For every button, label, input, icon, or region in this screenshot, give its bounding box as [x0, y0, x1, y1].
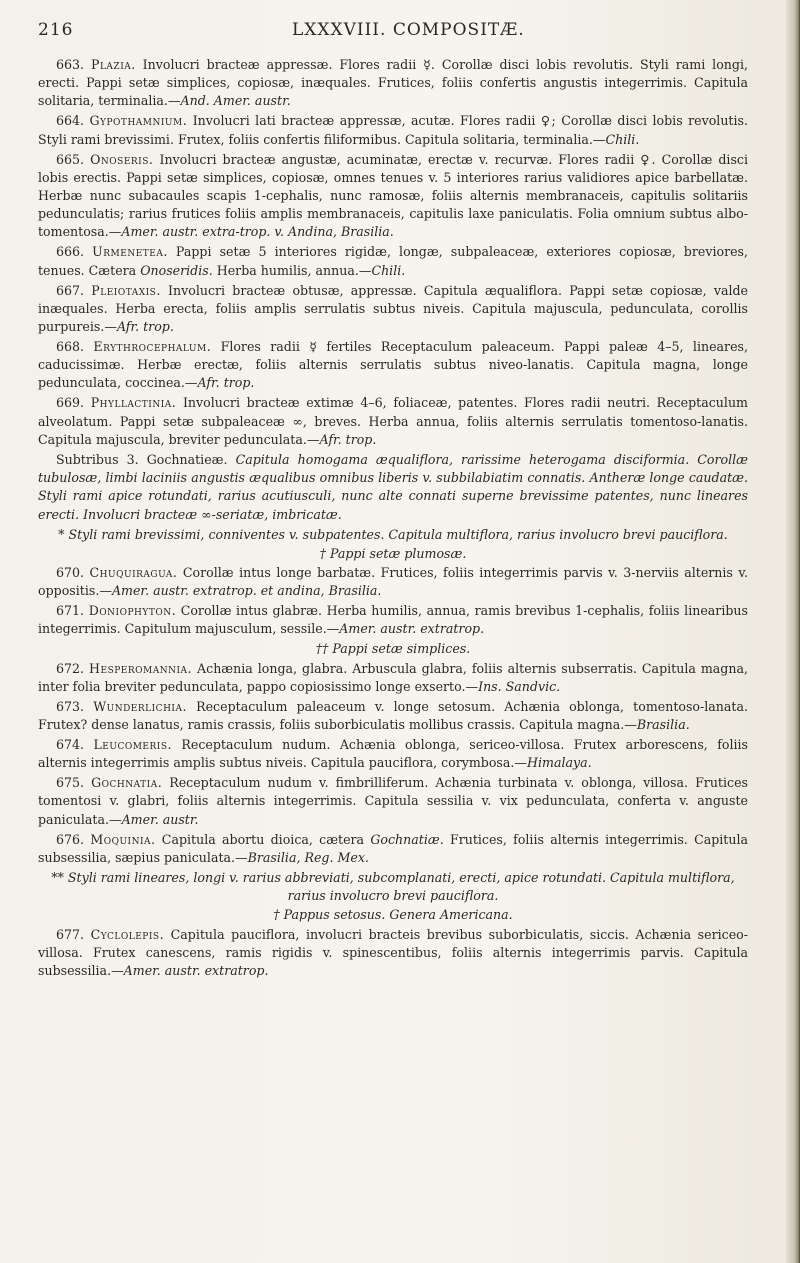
genus-entries-group-3 — [38, 660, 748, 867]
entry-locality: Ins. Sandvic. — [478, 678, 561, 694]
key-double-dagger: †† Pappi setæ simplices. — [315, 641, 471, 657]
entry-number: 663. — [56, 57, 91, 72]
entry-locality: Brasilia. — [636, 717, 690, 733]
entry-number: 670. — [56, 565, 90, 581]
genus-entry — [38, 831, 748, 867]
entry-number: 666. — [56, 244, 93, 260]
entry-number: 673. — [56, 698, 94, 714]
genus-entry — [38, 736, 748, 772]
genus-name: Wunderlichia. — [93, 698, 187, 714]
genus-name: Gypothamnium. — [89, 113, 188, 129]
entry-locality: Afr. trop. — [319, 431, 377, 447]
genus-entry — [38, 926, 748, 981]
entry-number: 671. — [56, 603, 89, 619]
genus-entry — [38, 602, 748, 638]
entry-number: 676. — [56, 831, 91, 847]
genus-entry — [38, 774, 748, 829]
entry-text: Capitula abortu dioica, cætera — [155, 831, 371, 847]
genus-name: Gochnatia. — [91, 775, 163, 791]
genus-name: Cyclolepis. — [90, 926, 165, 942]
page-body — [38, 56, 748, 982]
genus-entries-group-1 — [38, 56, 748, 449]
entry-text: Capitula pauciflora, involucri bracteis brevibus suborbiculatis, siccis. Achænia sericeo-villosa. Frutex canescens, ramis rigidis v. spinescentibus, foliis alternis integerrimis parvis. Capitula subsessilia.— — [38, 926, 748, 978]
genus-reference: Onoseridis. — [140, 262, 213, 278]
genus-name: Urmenetea. — [92, 244, 168, 260]
entry-number: 674. — [56, 737, 94, 753]
entry-number: 665. — [56, 151, 91, 167]
entry-number: 669. — [56, 395, 91, 411]
entry-text: Corollæ intus longe barbatæ. Frutices, foliis integerrimis parvis v. 3-nerviis alternis v. oppositis.— — [38, 565, 748, 599]
entry-text-cont: Frutices, foliis alternis integerrimis. Capitula subsessilia, sæpius paniculata.— — [38, 831, 749, 865]
entry-locality: Chili. — [371, 262, 406, 278]
genus-reference: Gochnatiæ. — [370, 831, 444, 847]
entry-text: Achænia longa, glabra. Arbuscula glabra, foliis alternis subserratis. Capitula magna, inter folia breviter pedunculata, pappo copiosissimo longe exserto.— — [38, 660, 748, 694]
entry-locality: And. Amer. austr. — [180, 93, 291, 109]
genus-name: Phyllactinia. — [90, 395, 177, 411]
entry-locality: Afr. trop. — [197, 375, 255, 391]
genus-entry — [38, 243, 748, 279]
key-double-star: ** Styli rami lineares, longi v. rarius abbreviati, subcomplanati, erecti, apice rotundati. Capitula multiflora, rarius involucro brevi pauciflora. — [51, 869, 735, 904]
entry-text: Involucri bracteæ obtusæ, appressæ. Capitula æqualiflora. Pappi setæ copiosæ, valde inæquales. Herba erecta, foliis amplis serrulatis subtus niveis. Capitula majuscula, pedunculata, corollis purpureis.— — [38, 282, 749, 335]
genus-name: Pleiotaxis. — [91, 282, 161, 298]
entry-text: Pappi setæ 5 interiores rigidæ, longæ, subpaleaceæ, exteriores copiosæ, breviores, tenues. Cætera — [38, 244, 749, 278]
entry-text: Flores radii ☿ fertiles Receptaculum paleaceum. Pappi paleæ 4–5, lineares, caducissimæ. Herbæ erectæ, foliis alternis serrulatis subtus niveo-lanatis. Capitula magna, longe pedunculata, coccinea.— — [38, 339, 748, 391]
genus-name: Plazia. — [90, 57, 136, 72]
entry-locality: Brasilia, Reg. Mex. — [247, 849, 369, 865]
key-single-star: * Styli rami brevissimi, conniventes v. subpatentes. Capitula multiflora, rarius involucro brevi pauciflora. — [58, 526, 728, 542]
subtribus-paragraph — [38, 451, 748, 524]
genus-name: Onoseris. — [90, 151, 154, 167]
page-number: 216 — [38, 20, 74, 40]
entry-locality: Amer. austr. extratrop. — [339, 621, 485, 637]
page-edge-shadow — [786, 0, 800, 1263]
entry-number: 664. — [56, 113, 90, 129]
entry-number: 677. — [56, 926, 91, 942]
genus-entry — [38, 151, 748, 242]
genus-entries-group-2 — [38, 564, 748, 639]
entry-number: 672. — [56, 660, 90, 676]
entry-text: Involucri lati bracteæ appressæ, acutæ. Flores radii ♀; Corollæ disci lobis revolutis. Styli rami brevissimi. Frutex, foliis confertis filiformibus. Capitula solitaria, terminalia.— — [38, 113, 748, 147]
subtribus-description: Capitula homogama æqualiflora, rarissime heterogama disciformia. Corollæ tubulosæ, limbi laciniis angustis æqualibus omnibus liberis v. subbilabiatim connatis. Antheræ longe caudatæ. Styli rami apice rotundati, rarius acutiusculi, nunc alte connati superne brevissime patentes, nunc lineares erecti. Involucri bracteæ ∞-seriatæ, imbricatæ. — [38, 452, 748, 522]
entry-text: Receptaculum paleaceum v. longe setosum. Achænia oblonga, tomentoso-lanata. Frutex? dense lanatus, ramis crassis, foliis suborbiculatis mollibus crassis. Capitula magna.— — [38, 698, 748, 733]
genus-entry — [38, 338, 748, 393]
genus-entry — [38, 564, 748, 600]
entry-number: 667. — [56, 282, 92, 298]
genus-name: Leucomeris. — [93, 737, 173, 753]
genus-entry — [38, 698, 748, 734]
entry-locality: Afr. trop. — [116, 319, 174, 335]
genus-entry — [38, 282, 748, 337]
genus-name: Moquinia. — [90, 831, 156, 847]
genus-entry — [38, 112, 748, 148]
key-dagger: † Pappi setæ plumosæ. — [319, 545, 467, 561]
entry-locality: Chili. — [605, 131, 640, 147]
entry-text: Involucri bracteæ appressæ. Flores radii ☿. Corollæ disci lobis revolutis. Styli rami longi, erecti. Pappi setæ simplices, copiosæ, inæquales. Frutices, foliis confertis angustis integerrimis. Capitula solitaria, terminalia.— — [38, 57, 748, 109]
entry-text: Involucri bracteæ extimæ 4–6, foliaceæ, patentes. Flores radii neutri. Receptaculum alveolatum. Pappi setæ subpaleaceæ ∞, breves. Herba annua, foliis alternis serrulatis tomentoso-lanatis. Capitula majuscula, breviter pedunculata.— — [38, 395, 748, 447]
genus-entry — [38, 56, 748, 111]
genus-entries-group-4 — [38, 926, 748, 981]
genus-entry — [38, 660, 748, 696]
entry-locality: Amer. austr. extratrop. et andina, Brasilia. — [111, 583, 382, 599]
key-dagger-americana: † Pappus setosus. Genera Americana. — [273, 907, 513, 923]
entry-text: Corollæ intus glabræ. Herba humilis, annua, ramis brevibus 1-cephalis, foliis linearibus integerrimis. Capitulum majusculum, sessile.— — [38, 603, 748, 637]
genus-name: Chuquiragua. — [89, 565, 178, 581]
entry-locality: Amer. austr. extra-trop. v. Andina, Brasilia. — [121, 224, 394, 240]
genus-name: Doniophyton. — [88, 603, 177, 619]
entry-text: Receptaculum nudum. Achænia oblonga, sericeo-villosa. Frutex arborescens, foliis alternis integerrimis amplis subtus niveis. Capitula pauciflora, corymbosa.— — [38, 737, 748, 771]
entry-text-cont: Herba humilis, annua.— — [212, 262, 372, 278]
genus-name: Erythrocephalum. — [93, 339, 212, 355]
entry-number: 675. — [56, 775, 92, 791]
genus-name: Hesperomannia. — [89, 660, 193, 676]
entry-number: 668. — [56, 339, 94, 355]
subtribus-heading: Subtribus 3. Gochnatieæ. — [56, 452, 236, 468]
page-header — [38, 20, 738, 42]
entry-text: Receptaculum nudum v. fimbrilliferum. Achænia turbinata v. oblonga, villosa. Frutices tomentosi v. glabri, foliis alternis integerrimis. Capitula sessilia v. vix pedunculata, conferta v. anguste paniculata.— — [38, 775, 748, 827]
entry-text: Involucri bracteæ angustæ, acuminatæ, erectæ v. recurvæ. Flores radii ♀. Corollæ disci lobis erectis. Pappi setæ simplices, copiosæ, omnes tenues v. 5 interiores rarius validiores apice barbellatæ. Herbæ nunc subacaules scapis 1-cephalis, nunc ramosæ, foliis alternis membranaceis, capitulis solitariis pedunculatis; rarius frutices foliis amplis membranaceis, capitulis laxe paniculatis. Folia omnium subtus albo-tomentosa.— — [38, 151, 748, 240]
genus-entry — [38, 394, 748, 449]
running-head: LXXXVIII. COMPOSITÆ. — [292, 20, 525, 40]
entry-locality: Amer. austr. extratrop. — [123, 962, 269, 978]
entry-locality: Himalaya. — [527, 755, 592, 771]
entry-locality: Amer. austr. — [121, 811, 199, 827]
